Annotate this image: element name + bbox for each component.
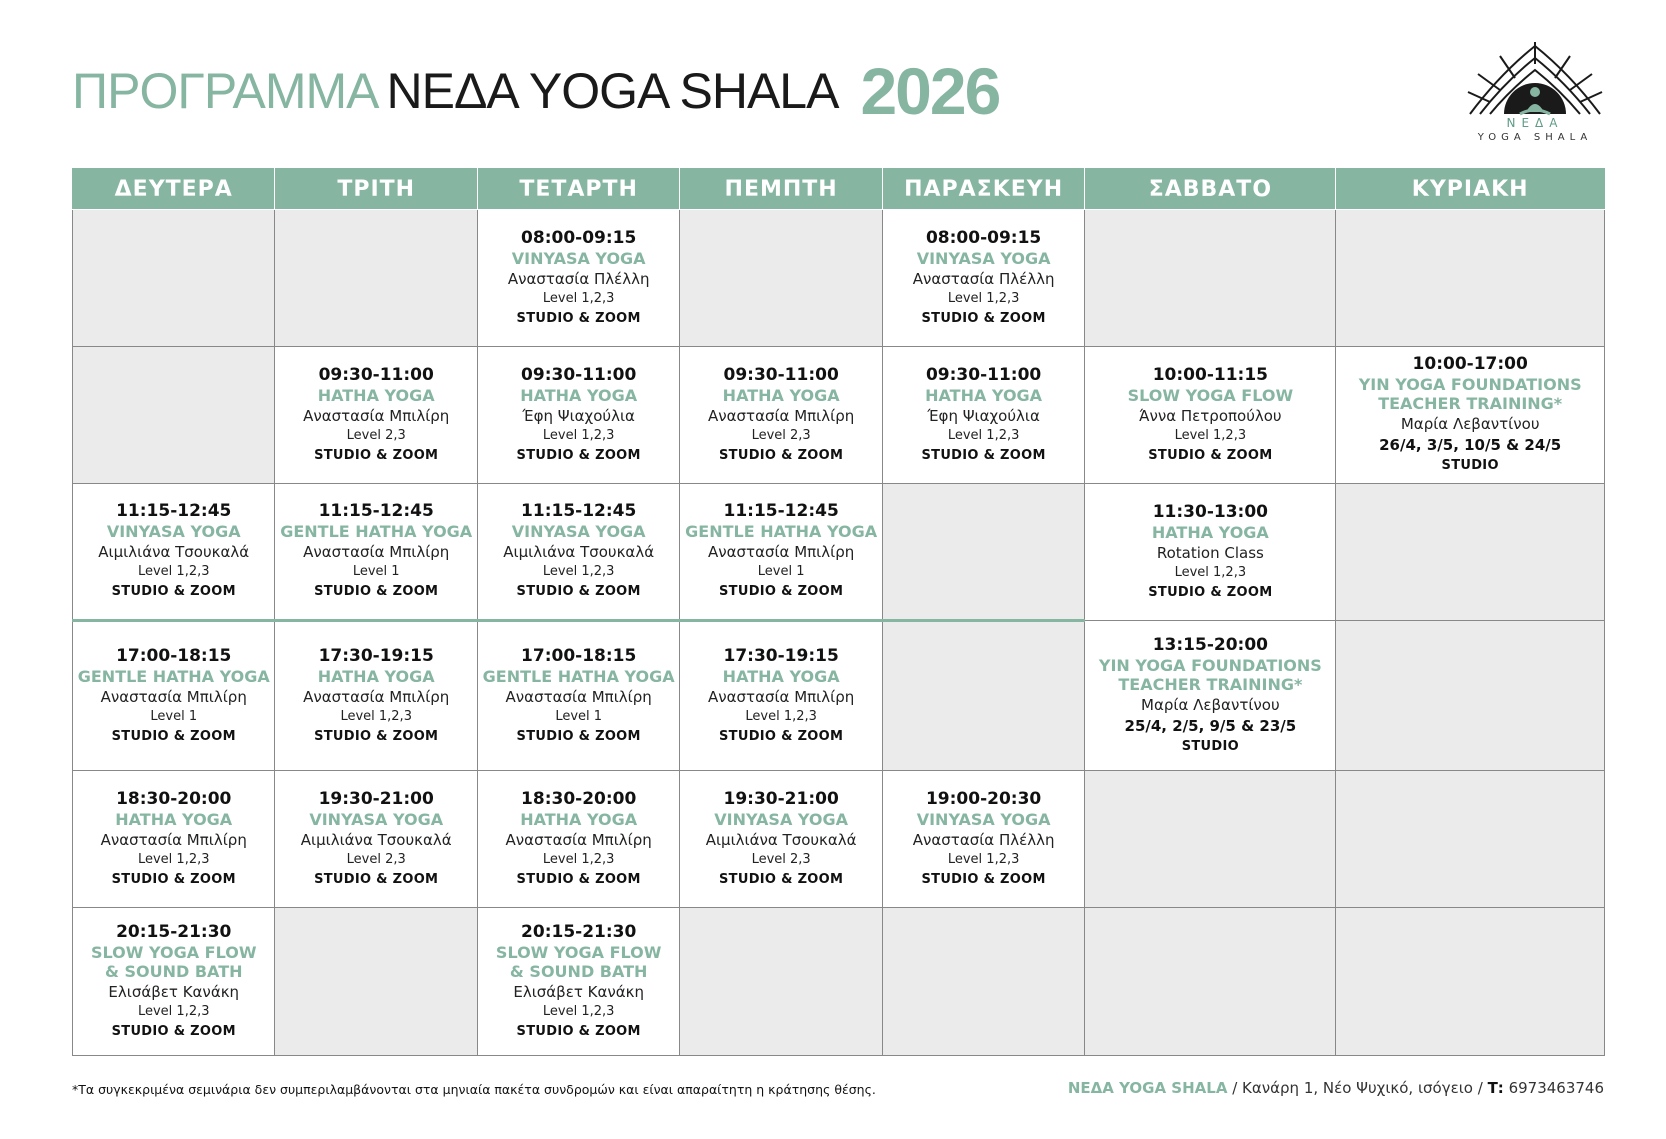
class-slot	[1085, 347, 1336, 484]
class-location: STUDIO & ZOOM	[111, 728, 236, 744]
class-name: GENTLE HATHA YOGA	[280, 522, 473, 541]
instructor-name: Αναστασία Μπιλίρη	[708, 687, 855, 706]
instructor-name: Ελισάβετ Κανάκη	[108, 982, 240, 1001]
class-name: SLOW YOGA FLOW	[495, 942, 662, 962]
title-studio-name: ΝΕΔΑ YOGA SHALA	[386, 63, 839, 119]
class-name: GENTLE HATHA YOGA	[77, 666, 270, 686]
instructor-name: Αναστασία Πλέλλη	[507, 269, 650, 288]
class-location: STUDIO & ZOOM	[1148, 447, 1273, 463]
class-time: 08:00-09:15	[925, 227, 1042, 248]
class-slot	[275, 347, 477, 484]
class-location: STUDIO & ZOOM	[921, 310, 1046, 326]
class-time: 17:00-18:15	[521, 645, 637, 666]
class-level: Level 1,2,3	[542, 1003, 615, 1019]
empty-slot	[1085, 908, 1336, 1056]
class-location: STUDIO & ZOOM	[516, 447, 641, 463]
empty-slot	[1336, 908, 1605, 1056]
empty-slot	[1336, 621, 1605, 771]
instructor-name: Αιμιλιάνα Τσουκαλά	[300, 830, 452, 849]
class-location: STUDIO & ZOOM	[719, 871, 844, 887]
class-time: 11:15-12:45	[521, 501, 637, 521]
contact-info	[1068, 1079, 1604, 1097]
instructor-name: Έφη Ψιαχούλια	[522, 406, 635, 425]
day-header-row	[73, 169, 1605, 210]
class-time: 09:30-11:00	[925, 364, 1042, 385]
class-time: 10:00-17:00	[1412, 354, 1528, 374]
class-level: Level 1	[352, 564, 400, 579]
footer-address: / Κανάρη 1, Νέο Ψυχικό, ισόγειο /	[1227, 1079, 1488, 1097]
class-name: YIN YOGA FOUNDATIONS	[1098, 655, 1322, 675]
class-slot	[882, 347, 1084, 484]
day-header: ΚΥΡΙΑΚΗ	[1336, 169, 1605, 210]
class-level: Level 1,2,3	[947, 851, 1020, 867]
class-level: Level 1,2,3	[1174, 427, 1247, 443]
weekly-schedule-table	[72, 168, 1605, 1056]
class-name: HATHA YOGA	[1151, 522, 1269, 542]
day-header: ΠΕΜΠΤΗ	[680, 169, 882, 210]
instructor-name: Αιμιλιάνα Τσουκαλά	[503, 543, 655, 561]
studio-logo	[1455, 40, 1615, 158]
instructor-name: Μαρία Λεβαντίνου	[1400, 415, 1540, 433]
class-level: Level 1,2,3	[542, 427, 615, 443]
class-level: Level 1,2,3	[542, 564, 615, 579]
instructor-name: Αναστασία Πλέλλη	[912, 830, 1055, 849]
class-time: 18:30-20:00	[521, 788, 637, 809]
class-name: VINYASA YOGA	[714, 809, 849, 829]
class-name: TEACHER TRAINING*	[1378, 394, 1563, 413]
footer-brand: ΝΕΔΑ YOGA SHALA	[1067, 1079, 1228, 1097]
phone-label: Τ:	[1487, 1079, 1504, 1097]
class-location: STUDIO & ZOOM	[314, 871, 439, 887]
class-slot	[477, 347, 679, 484]
schedule-row	[73, 908, 1605, 1056]
instructor-name: Άννα Πετροπούλου	[1139, 406, 1282, 425]
class-location: STUDIO & ZOOM	[516, 584, 641, 599]
class-location: STUDIO & ZOOM	[314, 584, 439, 599]
class-name: SLOW YOGA FLOW	[90, 942, 257, 962]
empty-slot	[882, 908, 1084, 1056]
class-time: 10:00-11:15	[1152, 364, 1268, 385]
class-level: Level 1,2,3	[340, 708, 412, 724]
class-time: 11:15-12:45	[116, 501, 232, 521]
class-slot	[275, 484, 477, 621]
class-time: 19:30-21:00	[723, 788, 839, 809]
class-name: HATHA YOGA	[317, 385, 435, 405]
class-slot	[1085, 621, 1336, 771]
schedule-row	[73, 621, 1605, 771]
class-name: HATHA YOGA	[722, 666, 840, 686]
title-program: ΠΡΟΓΡΑΜΜΑ	[72, 63, 379, 119]
class-slot	[477, 908, 679, 1056]
class-level: Level 2,3	[346, 851, 406, 867]
class-slot	[680, 621, 882, 771]
instructor-name: Αναστασία Μπιλίρη	[708, 406, 855, 425]
class-time: 13:15-20:00	[1152, 634, 1268, 655]
empty-slot	[275, 908, 477, 1056]
instructor-name: Αναστασία Μπιλίρη	[505, 687, 652, 706]
class-name: HATHA YOGA	[520, 809, 638, 829]
class-name: HATHA YOGA	[925, 385, 1043, 405]
class-location: STUDIO	[1441, 458, 1499, 473]
class-location: STUDIO & ZOOM	[921, 871, 1046, 887]
class-slot	[882, 771, 1084, 908]
schedule-row	[73, 484, 1605, 621]
class-location: STUDIO & ZOOM	[921, 447, 1046, 463]
class-time: 19:30-21:00	[318, 788, 434, 809]
class-name: VINYASA YOGA	[916, 809, 1051, 829]
class-time: 17:30-19:15	[318, 645, 434, 666]
instructor-name: Αναστασία Πλέλλη	[912, 269, 1055, 288]
class-name: HATHA YOGA	[722, 385, 840, 405]
class-time: 20:15-21:30	[116, 921, 232, 942]
class-name: GENTLE HATHA YOGA	[685, 522, 878, 541]
class-slot	[477, 621, 679, 771]
class-time: 17:00-18:15	[116, 645, 232, 666]
class-location: STUDIO & ZOOM	[719, 447, 844, 463]
class-slot	[275, 771, 477, 908]
instructor-name: Αναστασία Μπιλίρη	[303, 543, 450, 561]
class-time: 18:30-20:00	[116, 788, 232, 809]
day-header: ΣΑΒΒΑΤΟ	[1085, 169, 1336, 210]
class-slot	[882, 210, 1084, 347]
schedule-row	[73, 771, 1605, 908]
class-name: & SOUND BATH	[104, 961, 243, 981]
class-level: Level 1,2,3	[137, 564, 210, 579]
class-level: Level 1	[150, 708, 198, 724]
training-dates: 25/4, 2/5, 9/5 & 23/5	[1124, 716, 1297, 735]
class-time: 20:15-21:30	[521, 921, 637, 942]
empty-slot	[1085, 210, 1336, 347]
class-slot	[1085, 484, 1336, 621]
class-level: Level 1,2,3	[542, 290, 615, 306]
class-level: Level 1,2,3	[1174, 564, 1247, 580]
class-level: Level 1,2,3	[542, 851, 615, 867]
class-slot	[477, 484, 679, 621]
class-location: STUDIO & ZOOM	[314, 728, 439, 744]
class-slot	[73, 771, 275, 908]
class-time: 09:30-11:00	[318, 364, 434, 385]
class-level: Level 1,2,3	[947, 427, 1020, 443]
class-slot	[275, 621, 477, 771]
class-level: Level 1,2,3	[947, 290, 1020, 306]
class-slot	[680, 771, 882, 908]
day-header: ΤΡΙΤΗ	[275, 169, 477, 210]
instructor-name: Αναστασία Μπιλίρη	[100, 687, 247, 706]
empty-slot	[275, 210, 477, 347]
class-level: Level 1,2,3	[137, 851, 210, 867]
class-slot	[680, 347, 882, 484]
class-time: 19:00-20:30	[925, 788, 1042, 809]
class-level: Level 1	[757, 564, 805, 579]
training-dates: 26/4, 3/5, 10/5 & 24/5	[1379, 436, 1562, 454]
class-name: HATHA YOGA	[520, 385, 638, 405]
empty-slot	[882, 484, 1084, 621]
class-slot	[73, 484, 275, 621]
instructor-name: Έφη Ψιαχούλια	[927, 406, 1040, 425]
empty-slot	[1336, 484, 1605, 621]
class-slot	[680, 484, 882, 621]
instructor-name: Μαρία Λεβαντίνου	[1141, 695, 1280, 714]
class-location: STUDIO & ZOOM	[1148, 584, 1273, 600]
instructor-name: Αιμιλιάνα Τσουκαλά	[98, 543, 250, 561]
class-slot	[73, 621, 275, 771]
footnote: *Τα συγκεκριμένα σεμινάρια δεν συμπεριλαμβάνονται στα μηνιαία πακέτα συνδρομών και είναι απαραίτητη η κράτησης θέσης.	[72, 1082, 876, 1097]
class-location: STUDIO & ZOOM	[516, 728, 641, 744]
class-name: VINYASA YOGA	[309, 809, 444, 829]
empty-slot	[73, 347, 275, 484]
schedule-row	[73, 210, 1605, 347]
instructor-name: Αναστασία Μπιλίρη	[100, 830, 247, 849]
class-level: Level 1,2,3	[137, 1003, 210, 1019]
class-name: YIN YOGA FOUNDATIONS	[1358, 375, 1582, 394]
class-location: STUDIO & ZOOM	[111, 584, 236, 599]
empty-slot	[73, 210, 275, 347]
class-location: STUDIO & ZOOM	[516, 1023, 641, 1039]
class-name: & SOUND BATH	[509, 961, 648, 981]
day-header: ΔΕΥΤΕΡΑ	[73, 169, 275, 210]
class-name: VINYASA YOGA	[916, 248, 1051, 268]
class-name: HATHA YOGA	[115, 809, 233, 829]
instructor-name: Αιμιλιάνα Τσουκαλά	[705, 830, 857, 849]
class-level: Level 1,2,3	[745, 708, 817, 724]
class-name: TEACHER TRAINING*	[1118, 674, 1303, 694]
instructor-name: Rotation Class	[1156, 543, 1264, 562]
class-level: Level 2,3	[751, 427, 811, 443]
empty-slot	[1336, 771, 1605, 908]
instructor-name: Αναστασία Μπιλίρη	[505, 830, 652, 849]
class-time: 08:00-09:15	[521, 227, 637, 248]
empty-slot	[882, 621, 1084, 771]
class-name: VINYASA YOGA	[511, 248, 646, 268]
day-header: ΤΕΤΑΡΤΗ	[477, 169, 679, 210]
title-year: 2026	[860, 54, 1000, 128]
class-time: 11:30-13:00	[1152, 501, 1268, 522]
lotus-meditation-icon	[1460, 40, 1610, 118]
class-name: VINYASA YOGA	[511, 522, 646, 541]
empty-slot	[680, 210, 882, 347]
instructor-name: Αναστασία Μπιλίρη	[708, 543, 855, 561]
class-location: STUDIO & ZOOM	[111, 1023, 236, 1039]
class-time: 11:15-12:45	[318, 501, 434, 521]
class-level: Level 1	[555, 708, 603, 724]
class-name: GENTLE HATHA YOGA	[482, 666, 675, 686]
class-location: STUDIO & ZOOM	[719, 728, 844, 744]
class-slot	[477, 210, 679, 347]
instructor-name: Ελισάβετ Κανάκη	[513, 982, 644, 1001]
class-slot	[477, 771, 679, 908]
class-name: SLOW YOGA FLOW	[1127, 385, 1294, 405]
empty-slot	[1336, 210, 1605, 347]
class-name: HATHA YOGA	[317, 666, 435, 686]
class-level: Level 2,3	[751, 851, 811, 867]
phone-number: 6973463746	[1503, 1079, 1604, 1097]
instructor-name: Αναστασία Μπιλίρη	[303, 406, 450, 425]
logo-subtitle: YOGA SHALA	[1477, 132, 1593, 143]
class-level: Level 2,3	[346, 427, 406, 443]
class-location: STUDIO & ZOOM	[111, 871, 236, 887]
class-location: STUDIO & ZOOM	[516, 310, 641, 326]
empty-slot	[1085, 771, 1336, 908]
logo-name: ΝΕΔΑ	[1506, 116, 1564, 130]
schedule-row	[73, 347, 1605, 484]
class-location: STUDIO & ZOOM	[516, 871, 641, 887]
class-time: 09:30-11:00	[521, 364, 637, 385]
class-location: STUDIO & ZOOM	[719, 584, 844, 599]
page-title	[72, 56, 999, 126]
class-slot	[1336, 347, 1605, 484]
class-time: 17:30-19:15	[723, 645, 839, 666]
day-header: ΠΑΡΑΣΚΕΥΗ	[882, 169, 1084, 210]
empty-slot	[680, 908, 882, 1056]
schedule-body	[73, 210, 1605, 1056]
instructor-name: Αναστασία Μπιλίρη	[303, 687, 450, 706]
class-location: STUDIO	[1181, 738, 1239, 754]
class-slot	[73, 908, 275, 1056]
class-name: VINYASA YOGA	[106, 522, 241, 541]
class-location: STUDIO & ZOOM	[314, 447, 439, 463]
class-time: 11:15-12:45	[723, 501, 839, 521]
class-time: 09:30-11:00	[723, 364, 839, 385]
